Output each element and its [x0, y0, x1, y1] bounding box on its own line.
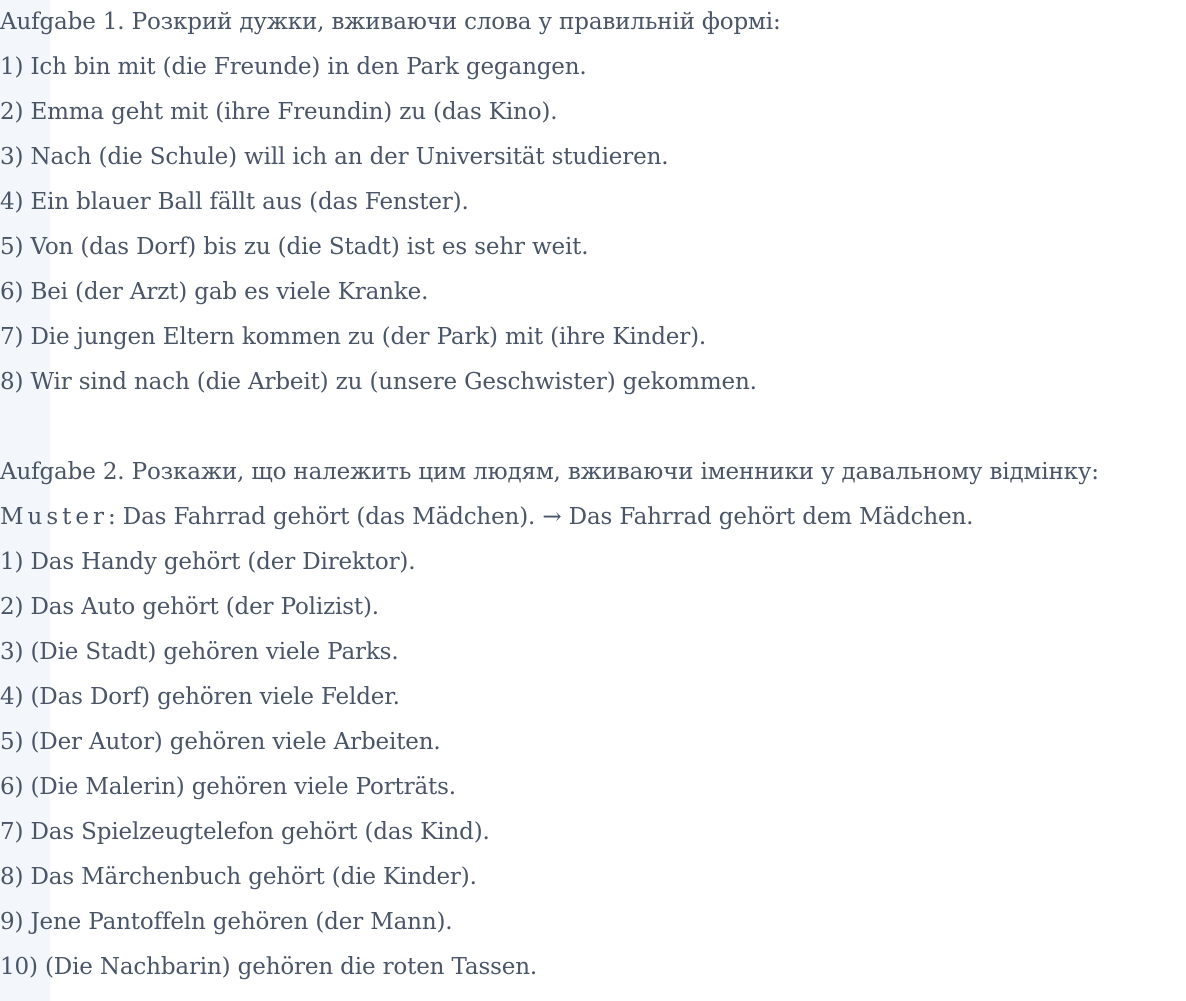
task2-item-9: 9) Jene Pantoffeln gehören (der Mann). [0, 909, 453, 935]
task2-item-1: 1) Das Handy gehört (der Direktor). [0, 549, 416, 575]
task2-item-10: 10) (Die Nachbarin) gehören die roten Tassen. [0, 954, 538, 980]
task2-item-3: 3) (Die Stadt) gehören viele Parks. [0, 639, 399, 665]
task1-item-6: 6) Bei (der Arzt) gab es viele Kranke. [0, 279, 429, 305]
task1-item-8: 8) Wir sind nach (die Arbeit) zu (unsere Geschwister) gekommen. [0, 369, 757, 395]
example-label: Muster [0, 504, 109, 530]
task1-heading: Aufgabe 1. Розкрий дужки, вживаючи слова у правильній формі: [0, 9, 781, 35]
task2-item-8: 8) Das Märchenbuch gehört (die Kinder). [0, 864, 477, 890]
task2-item-6: 6) (Die Malerin) gehören viele Porträts. [0, 774, 456, 800]
task1-item-2: 2) Emma geht mit (ihre Freundin) zu (das Kino). [0, 99, 558, 125]
task1-item-1: 1) Ich bin mit (die Freunde) in den Park gegangen. [0, 54, 587, 80]
task1-item-7: 7) Die jungen Eltern kommen zu (der Park) mit (ihre Kinder). [0, 324, 707, 350]
task2-heading: Aufgabe 2. Розкажи, що належить цим людям, вживаючи іменники у давальному відмінку: [0, 459, 1099, 485]
task2-item-2: 2) Das Auto gehört (der Polizist). [0, 594, 379, 620]
task1-item-5: 5) Von (das Dorf) bis zu (die Stadt) ist es sehr weit. [0, 234, 589, 260]
task2-item-4: 4) (Das Dorf) gehören viele Felder. [0, 684, 400, 710]
task1-item-4: 4) Ein blauer Ball fällt aus (das Fenster). [0, 189, 469, 215]
task2-item-5: 5) (Der Autor) gehören viele Arbeiten. [0, 729, 441, 755]
task1-item-3: 3) Nach (die Schule) will ich an der Universität studieren. [0, 144, 669, 170]
example-text: : Das Fahrrad gehört (das Mädchen). → Das Fahrrad gehört dem Mädchen. [108, 504, 974, 530]
task2-item-7: 7) Das Spielzeugtelefon gehört (das Kind). [0, 819, 490, 845]
task2-example [0, 500, 973, 534]
